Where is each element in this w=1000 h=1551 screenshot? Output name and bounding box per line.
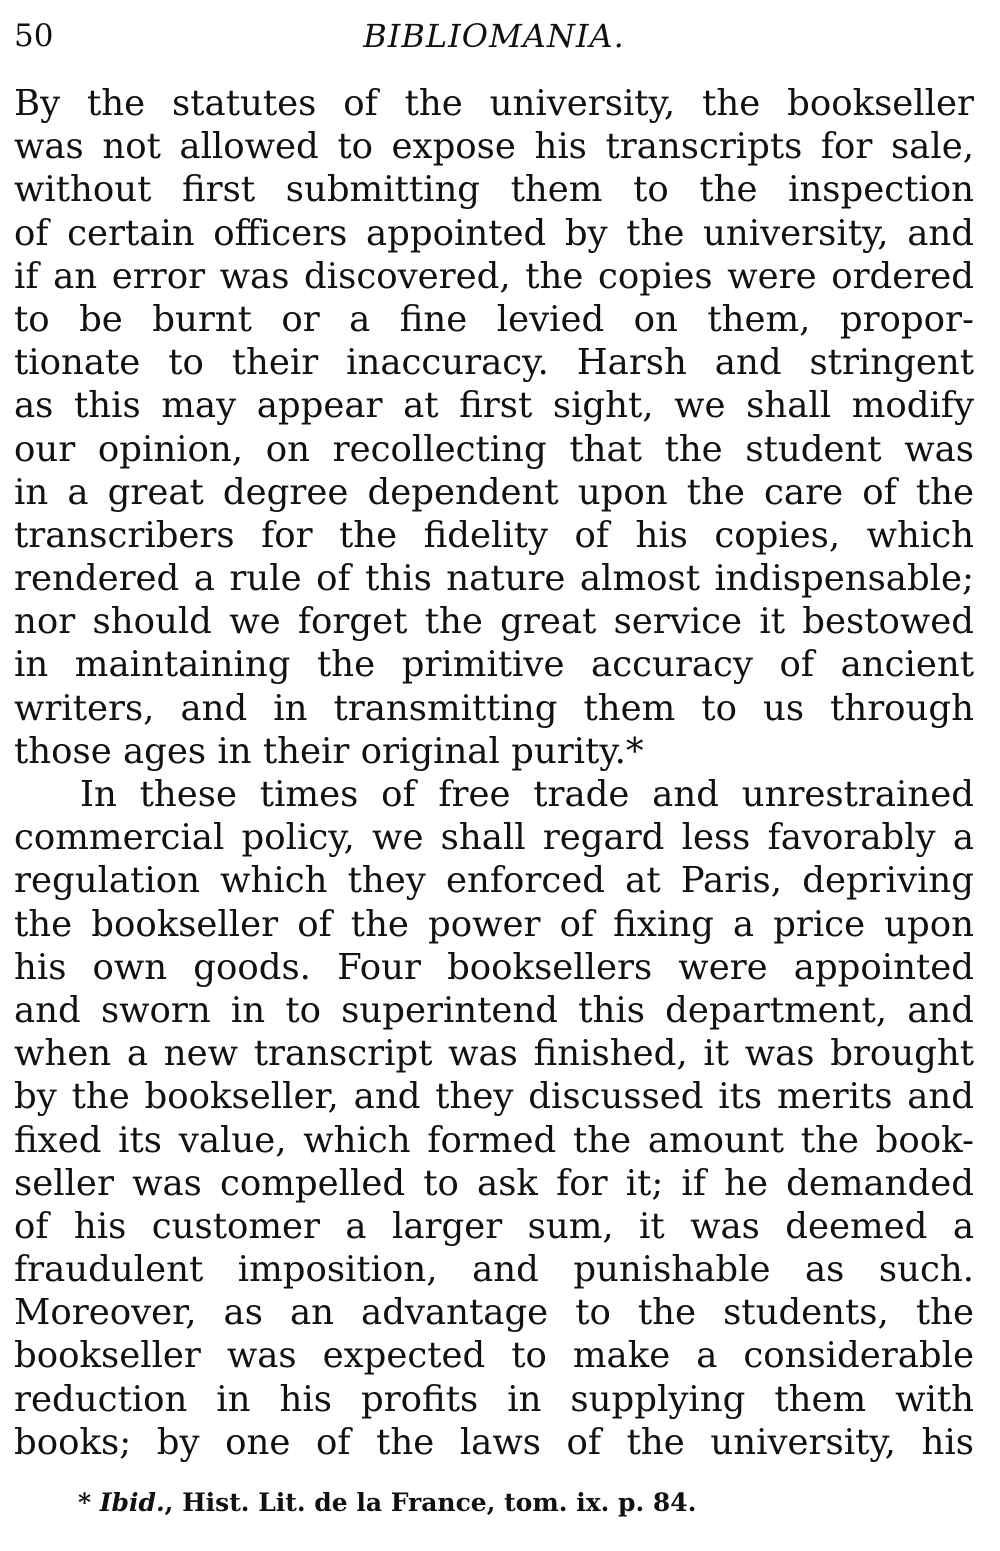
text-line: books; by one of the laws of the university, his (14, 1421, 974, 1463)
footnote-ibid: Ibid. (99, 1488, 165, 1517)
text-line: to be burnt or a fine levied on them, propor- (14, 298, 974, 340)
text-line: tionate to their inaccuracy. Harsh and stringent (14, 342, 974, 384)
page-number: 50 (14, 18, 54, 54)
text-line: By the statutes of the university, the bookseller (14, 83, 974, 124)
footnote-marker: * (78, 1488, 92, 1517)
text-line: fraudulent imposition, and punishable as such. (14, 1249, 974, 1291)
text-line: In these times of free trade and unrestrained (80, 774, 974, 815)
running-title: BIBLIOMANIA. (363, 17, 625, 55)
text-line: when a new transcript was finished, it was brought (14, 1033, 974, 1075)
text-line: Moreover, as an advantage to the students, the (14, 1292, 974, 1334)
text-line: nor should we forget the great service it bestowed (14, 601, 974, 643)
text-line: in a great degree dependent upon the care of the (14, 471, 974, 513)
text-line: of his customer a larger sum, it was deemed a (14, 1205, 974, 1247)
text-line: his own goods. Four booksellers were appointed (14, 946, 974, 988)
text-line: without first submitting them to the inspection (14, 169, 974, 211)
body-text (14, 82, 974, 1464)
text-line: of certain officers appointed by the university, and (14, 212, 974, 254)
text-line: regulation which they enforced at Paris, depriving (14, 860, 974, 902)
text-line: and sworn in to superintend this department, and (14, 989, 974, 1031)
text-line: in maintaining the primitive accuracy of ancient (14, 644, 974, 686)
text-line: seller was compelled to ask for it; if he demanded (14, 1162, 974, 1204)
text-line: the bookseller of the power of fixing a price upon (14, 903, 974, 945)
text-line: commercial policy, we shall regard less favorably a (14, 817, 974, 859)
text-line: rendered a rule of this nature almost indispensable; (14, 558, 974, 600)
text-line: transcribers for the fidelity of his copies, which (14, 514, 974, 556)
text-line: was not allowed to expose his transcripts for sale, (14, 126, 974, 168)
text-line: reduction in his profits in supplying them with (14, 1378, 974, 1420)
text-line: fixed its value, which formed the amount the book- (14, 1119, 974, 1161)
text-line: as this may appear at first sight, we shall modify (14, 385, 974, 427)
text-line: those ages in their original purity.* (14, 730, 644, 772)
page-header (14, 14, 974, 58)
text-line: writers, and in transmitting them to us through (14, 687, 974, 729)
text-line: our opinion, on recollecting that the student was (14, 428, 974, 470)
text-line: if an error was discovered, the copies were ordered (14, 255, 974, 297)
footnote (78, 1486, 696, 1520)
text-line: bookseller was expected to make a considerable (14, 1335, 974, 1377)
text-line: by the bookseller, and they discussed its merits and (14, 1076, 974, 1118)
footnote-citation: , Hist. Lit. de la France, tom. ix. p. 84. (164, 1488, 697, 1517)
